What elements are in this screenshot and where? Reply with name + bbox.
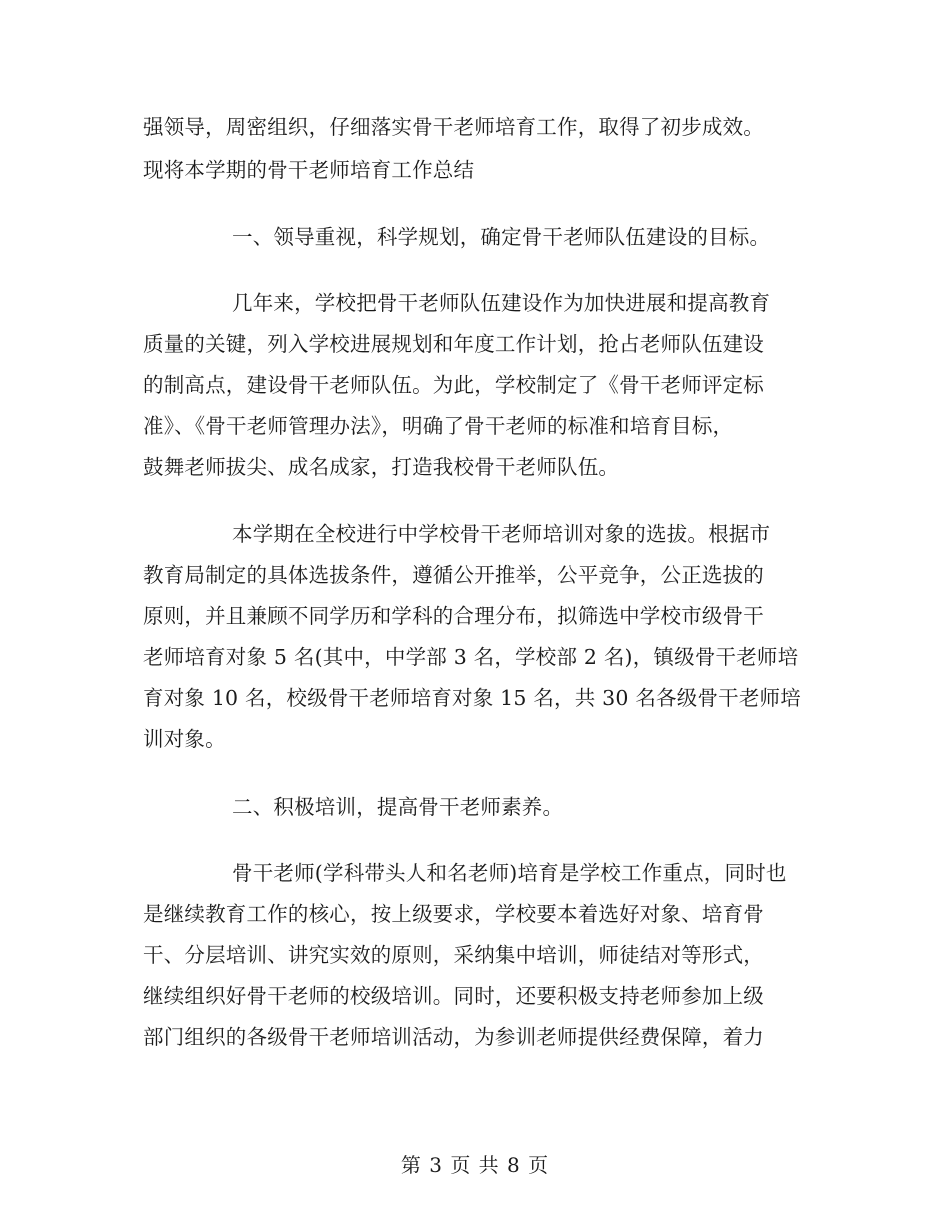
text-line: 部门组织的各级骨干老师培训活动，为参训老师提供经费保障，着力 — [143, 1025, 764, 1049]
text-line: 老师培育对象 5 名(其中，中学部 3 名，学校部 2 名)，镇级骨干老师培 — [143, 645, 799, 669]
text-line: 本学期在全校进行中学校骨干老师培训对象的选拔。根据市 — [232, 522, 771, 546]
text-line: 干、分层培训、讲究实效的原则，采纳集中培训，师徒结对等形式， — [143, 943, 764, 967]
text-line: 育对象 10 名，校级骨干老师培育对象 15 名，共 30 名各级骨干老师培 — [143, 686, 801, 710]
text-line: 教育局制定的具体选拔条件，遵循公开推举，公平竞争，公正选拔的 — [143, 563, 764, 587]
section-heading: 二、积极培训，提高骨干老师素养。 — [232, 795, 564, 819]
page-number: 第 3 页 共 8 页 — [400, 1153, 550, 1177]
text-line: 训对象。 — [143, 727, 226, 751]
text-line: 准》、《骨干老师管理办法》，明确了骨干老师的标准和培育目标， — [143, 414, 734, 438]
text-line: 现将本学期的骨干老师培育工作总结 — [143, 158, 475, 182]
text-line: 的制高点，建设骨干老师队伍。为此，学校制定了《骨干老师评定标 — [143, 373, 764, 397]
section-heading: 一、领导重视，科学规划，确定骨干老师队伍建设的目标。 — [232, 225, 771, 249]
text-line: 继续组织好骨干老师的校级培训。同时，还要积极支持老师参加上级 — [143, 984, 764, 1008]
text-line: 强领导，周密组织，仔细落实骨干老师培育工作，取得了初步成效。 — [143, 115, 764, 139]
text-line: 原则，并且兼顾不同学历和学科的合理分布，拟筛选中学校市级骨干 — [143, 604, 764, 628]
text-line: 骨干老师(学科带头人和名老师)培育是学校工作重点，同时也 — [232, 861, 787, 885]
text-line: 是继续教育工作的核心，按上级要求，学校要本着选好对象、培育骨 — [143, 902, 764, 926]
text-line: 几年来，学校把骨干老师队伍建设作为加快进展和提高教育 — [232, 291, 771, 315]
text-line: 质量的关键，列入学校进展规划和年度工作计划，抢占老师队伍建设 — [143, 332, 764, 356]
text-line: 鼓舞老师拔尖、成名成家，打造我校骨干老师队伍。 — [143, 455, 620, 479]
